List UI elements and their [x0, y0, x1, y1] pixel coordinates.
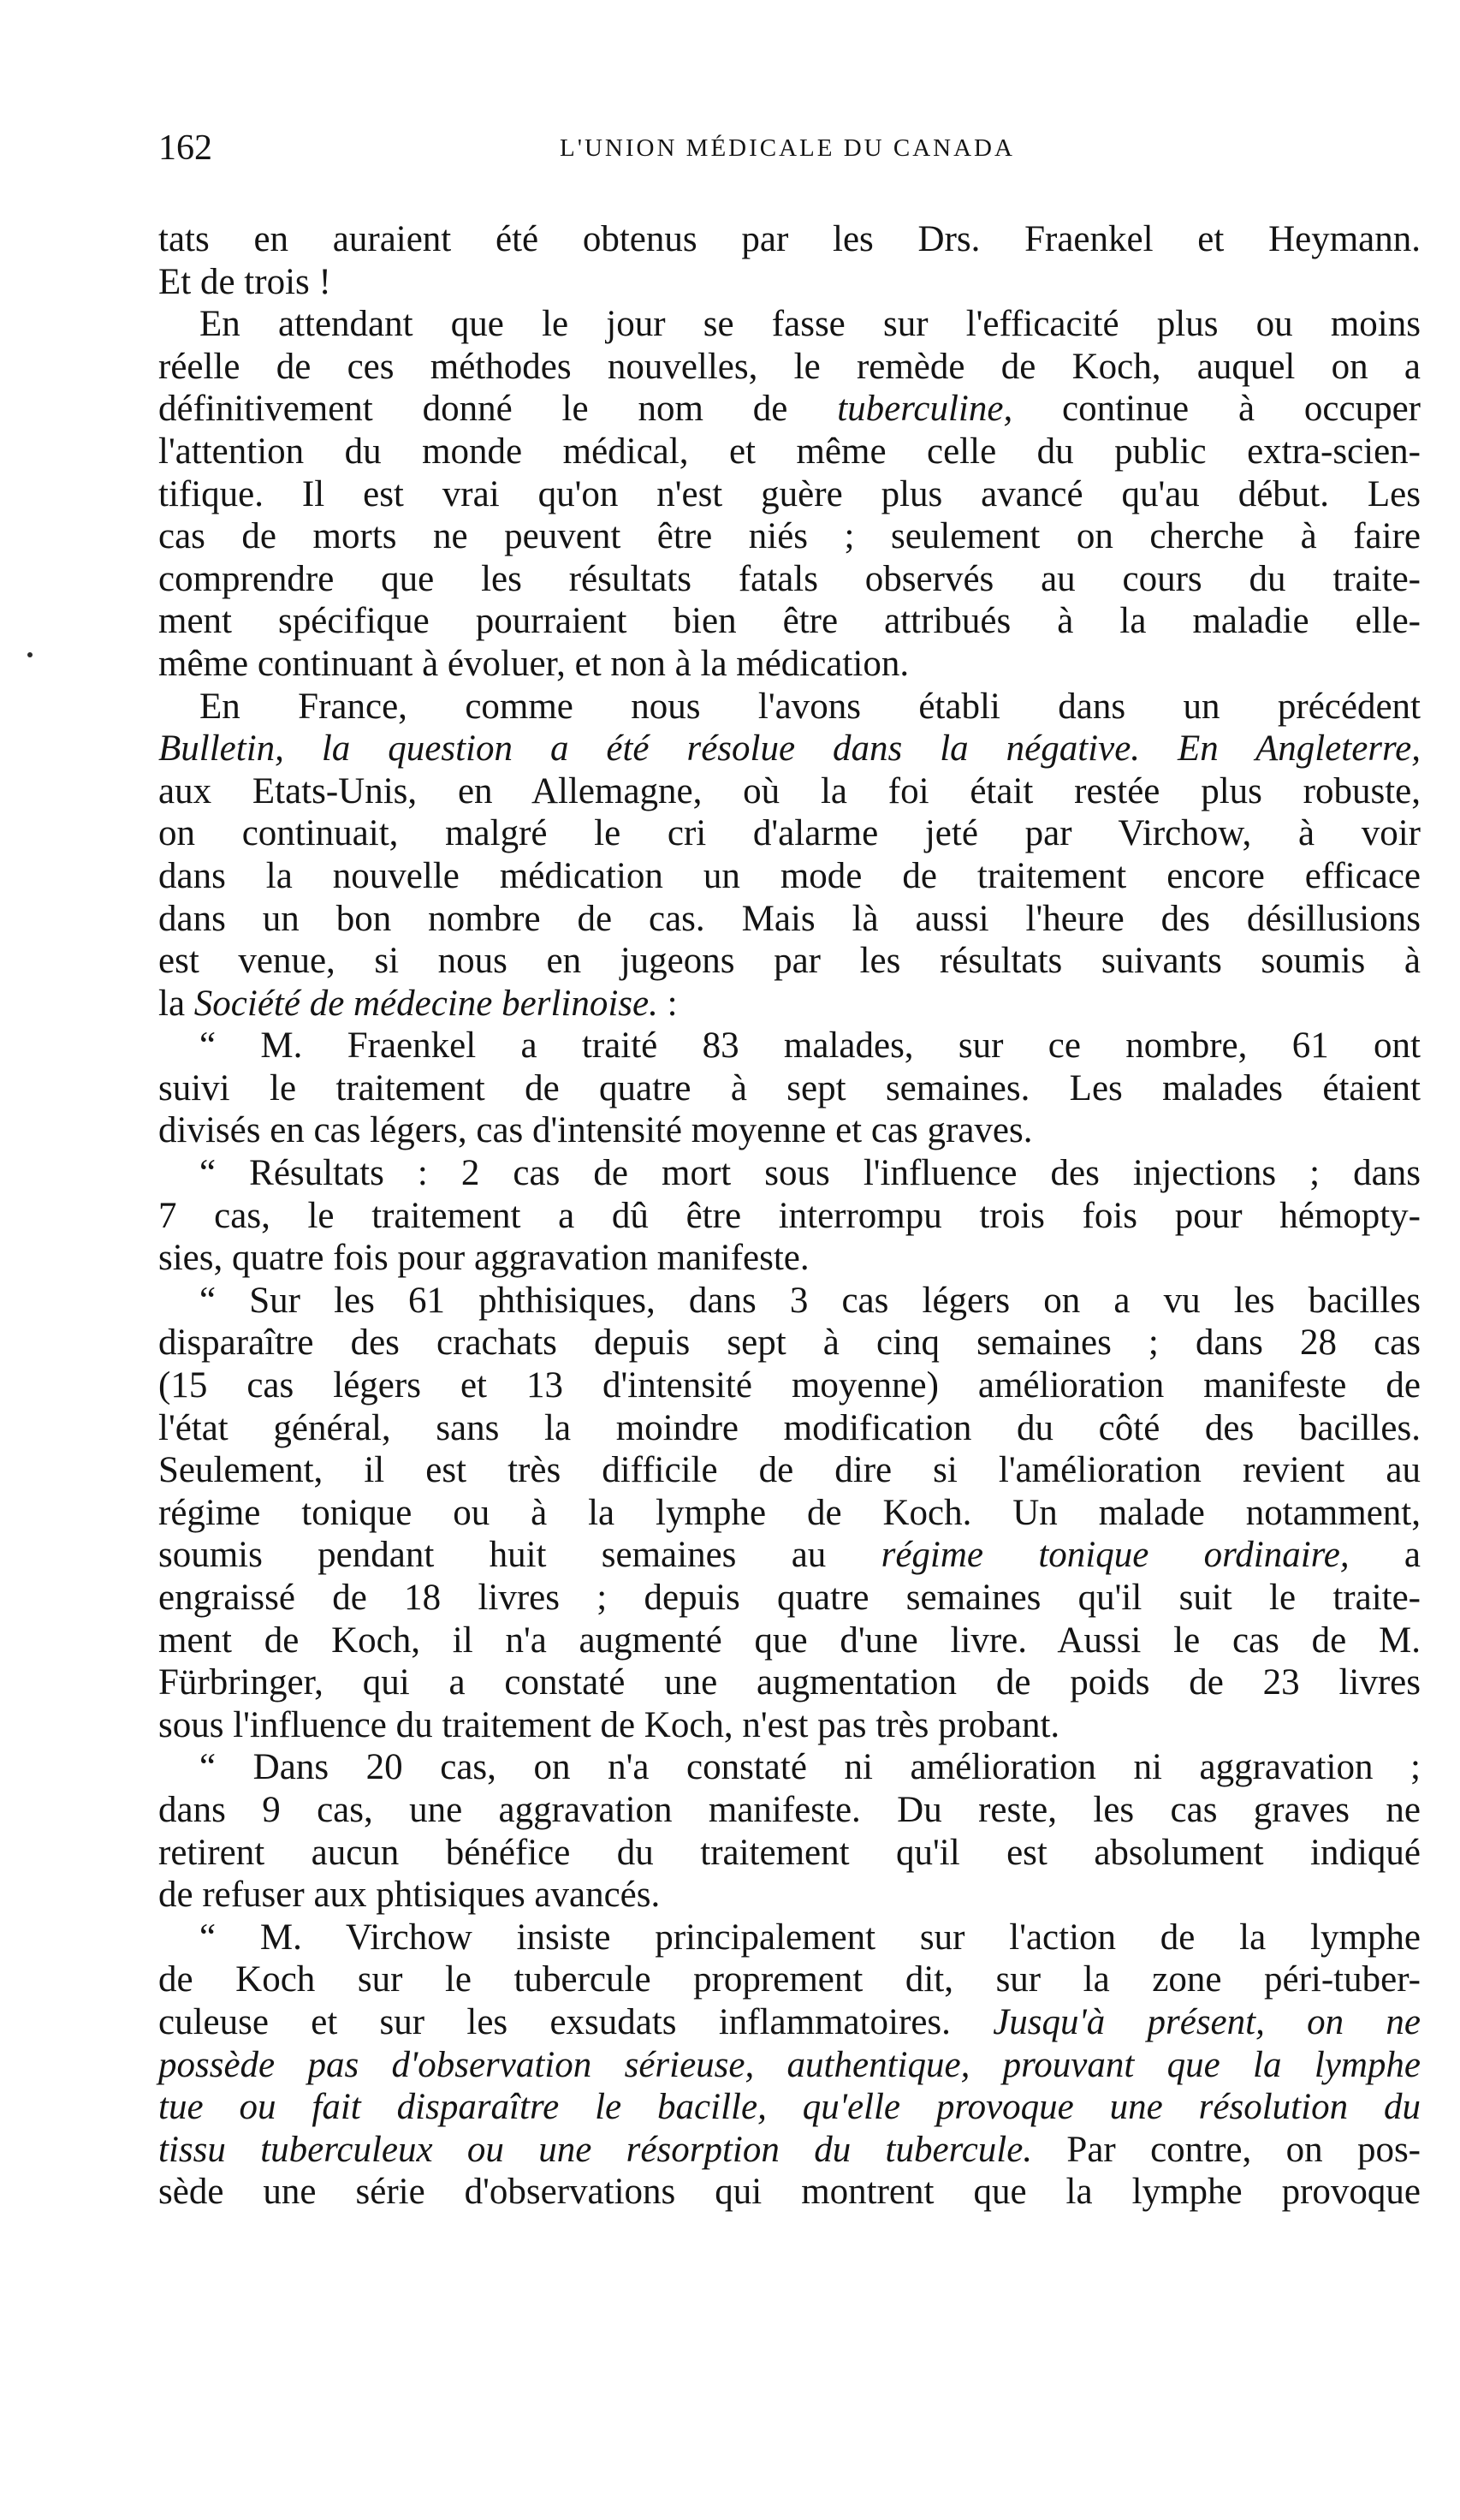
- text-segment: de Koch sur le tubercule proprement dit, sur la zone péri-tuber-: [158, 1959, 1421, 2000]
- text-line: [158, 515, 1421, 558]
- text-line: [158, 855, 1421, 898]
- text-segment: 7 cas, le traitement a dû être interrompu trois fois pour hémopty-: [158, 1195, 1421, 1236]
- text-line: [158, 261, 1421, 304]
- text-line: [158, 2001, 1421, 2044]
- text-line: [158, 2086, 1421, 2129]
- italic-text: tue ou fait disparaître le bacille, qu'elle provoque une résolution du: [158, 2087, 1421, 2128]
- text-line: [158, 1746, 1421, 1789]
- text-line: [158, 2129, 1421, 2172]
- text-line: [158, 1237, 1421, 1280]
- text-segment: aux Etats-Unis, en Allemagne, où la foi était restée plus robuste,: [158, 770, 1421, 811]
- italic-text: tissu tuberculeux ou une résorption du tubercule.: [158, 2129, 1033, 2170]
- italic-text: régime tonique ordinaire,: [881, 1535, 1350, 1576]
- text-line: [158, 388, 1421, 431]
- text-segment: En attendant que le jour se fasse sur l'efficacité plus ou moins: [199, 304, 1421, 345]
- text-line: [158, 218, 1421, 261]
- text-line: [158, 1109, 1421, 1152]
- text-line: [158, 1067, 1421, 1110]
- text-segment: Fürbringer, qui a constaté une augmentation de poids de 23 livres: [158, 1662, 1421, 1703]
- text-segment: disparaître des crachats depuis sept à cinq semaines ; dans 28 cas: [158, 1322, 1421, 1364]
- text-segment: Par contre, on pos-: [1032, 2129, 1421, 2170]
- text-line: [158, 1620, 1421, 1662]
- text-line: [158, 303, 1421, 346]
- text-segment: l'attention du monde médical, et même celle du public extra-scien-: [158, 431, 1421, 472]
- italic-text: Bulletin,: [158, 728, 284, 770]
- text-segment: Seulement, il est très difficile de dire si l'amélioration revient au: [158, 1450, 1421, 1491]
- text-segment: dans 9 cas, une aggravation manifeste. Du reste, les cas graves ne: [158, 1789, 1421, 1830]
- text-line: [158, 940, 1421, 983]
- text-segment: dans un bon nombre de cas. Mais là aussi l'heure des désillusions: [158, 898, 1421, 939]
- text-segment: réelle de ces méthodes nouvelles, le remède de Koch, auquel on a: [158, 346, 1421, 387]
- text-line: [158, 812, 1421, 855]
- text-line: [158, 600, 1421, 643]
- text-segment: “ M. Fraenkel a traité 83 malades, sur ce nombre, 61 ont: [199, 1025, 1421, 1067]
- italic-text: Jusqu'à présent, on ne: [993, 2001, 1421, 2042]
- text-line: [158, 1449, 1421, 1492]
- text-line: [158, 983, 1421, 1025]
- running-head: [158, 127, 1416, 169]
- text-segment: de refuser aux phtisiques avancés.: [158, 1875, 661, 1916]
- text-line: [158, 1704, 1421, 1747]
- text-segment: soumis pendant huit semaines au: [158, 1535, 881, 1576]
- text-segment: :: [657, 983, 678, 1024]
- italic-text: la question a été résolue dans la négative. En Angleterre,: [283, 728, 1421, 770]
- italic-text: Société de médecine berlinoise.: [193, 983, 658, 1024]
- margin-mark: [27, 652, 33, 657]
- text-line: [158, 2044, 1421, 2087]
- text-segment: régime tonique ou à la lymphe de Koch. Un malade notamment,: [158, 1492, 1421, 1533]
- text-line: [158, 1025, 1421, 1067]
- text-segment: ment spécifique pourraient bien être attribués à la maladie elle-: [158, 601, 1421, 642]
- text-line: [158, 2171, 1421, 2214]
- text-line: [158, 1322, 1421, 1364]
- text-segment: est venue, si nous en jugeons par les résultats suivants soumis à: [158, 941, 1421, 982]
- text-line: [158, 1492, 1421, 1535]
- text-line: [158, 898, 1421, 941]
- text-segment: la: [158, 983, 194, 1024]
- text-line: [158, 1280, 1421, 1322]
- text-segment: “ M. Virchow insiste principalement sur l'action de la lymphe: [199, 1917, 1421, 1958]
- text-line: [158, 558, 1421, 601]
- text-segment: engraissé de 18 livres ; depuis quatre semaines qu'il suit le traite-: [158, 1578, 1421, 1618]
- text-segment: cas de morts ne peuvent être niés ; seulement on cherche à faire: [158, 516, 1421, 557]
- text-line: [158, 1534, 1421, 1577]
- text-segment: même continuant à évoluer, et non à la médication.: [158, 643, 910, 684]
- text-segment: ment de Koch, il n'a augmenté que d'une livre. Aussi le cas de M.: [158, 1620, 1421, 1661]
- text-line: [158, 1577, 1421, 1620]
- text-line: [158, 770, 1421, 813]
- text-segment: tats en auraient été obtenus par les Drs. Fraenkel et Heymann.: [158, 219, 1421, 259]
- text-line: [158, 728, 1421, 770]
- text-segment: dans la nouvelle médication un mode de traitement encore efficace: [158, 855, 1421, 896]
- text-segment: l'état général, sans la moindre modification du côté des bacilles.: [158, 1407, 1421, 1448]
- text-segment: sous l'influence du traitement de Koch, n'est pas très probant.: [158, 1704, 1060, 1745]
- text-segment: a: [1349, 1535, 1421, 1576]
- text-line: [158, 1958, 1421, 2001]
- text-line: [158, 1917, 1421, 1959]
- text-line: [158, 1661, 1421, 1704]
- body-text: [158, 218, 1421, 2214]
- text-segment: culeuse et sur les exsudats inflammatoires.: [158, 2001, 994, 2042]
- text-line: [158, 1407, 1421, 1450]
- text-line: [158, 1832, 1421, 1875]
- text-line: [158, 1195, 1421, 1238]
- text-segment: retirent aucun bénéfice du traitement qu'il est absolument indiqué: [158, 1832, 1421, 1873]
- text-segment: “ Résultats : 2 cas de mort sous l'influence des injections ; dans: [199, 1153, 1421, 1194]
- text-line: [158, 431, 1421, 473]
- text-segment: continue à occuper: [1012, 389, 1421, 430]
- italic-text: possède pas d'observation sérieuse, authentique, prouvant que la lymphe: [158, 2044, 1421, 2085]
- text-segment: tifique. Il est vrai qu'on n'est guère plus avancé qu'au début. Les: [158, 473, 1421, 514]
- text-segment: définitivement donné le nom de: [158, 389, 838, 430]
- text-segment: sies, quatre fois pour aggravation manifeste.: [158, 1238, 810, 1279]
- page-number: 162: [158, 128, 212, 168]
- text-line: [158, 346, 1421, 389]
- text-segment: Et de trois !: [158, 261, 331, 302]
- text-line: [158, 1152, 1421, 1195]
- text-segment: “ Dans 20 cas, on n'a constaté ni amélioration ni aggravation ;: [199, 1747, 1421, 1788]
- text-segment: “ Sur les 61 phthisiques, dans 3 cas légers on a vu les bacilles: [199, 1280, 1421, 1321]
- text-segment: divisés en cas légers, cas d'intensité moyenne et cas graves.: [158, 1110, 1033, 1151]
- text-segment: sède une série d'observations qui montrent que la lymphe provoque: [158, 2172, 1421, 2213]
- text-segment: suivi le traitement de quatre à sept semaines. Les malades étaient: [158, 1067, 1421, 1108]
- text-line: [158, 686, 1421, 728]
- italic-text: tuberculine,: [837, 389, 1013, 430]
- text-segment: on continuait, malgré le cri d'alarme jeté par Virchow, à voir: [158, 813, 1421, 854]
- text-line: [158, 1364, 1421, 1407]
- text-segment: En France, comme nous l'avons établi dans un précédent: [199, 686, 1421, 727]
- journal-title: L'UNION MÉDICALE DU CANADA: [560, 134, 1015, 162]
- text-line: [158, 1789, 1421, 1832]
- text-segment: (15 cas légers et 13 d'intensité moyenne) amélioration manifeste de: [158, 1365, 1421, 1406]
- text-segment: comprendre que les résultats fatals observés au cours du traite-: [158, 558, 1421, 599]
- text-line: [158, 643, 1421, 686]
- text-line: [158, 1874, 1421, 1917]
- text-line: [158, 473, 1421, 516]
